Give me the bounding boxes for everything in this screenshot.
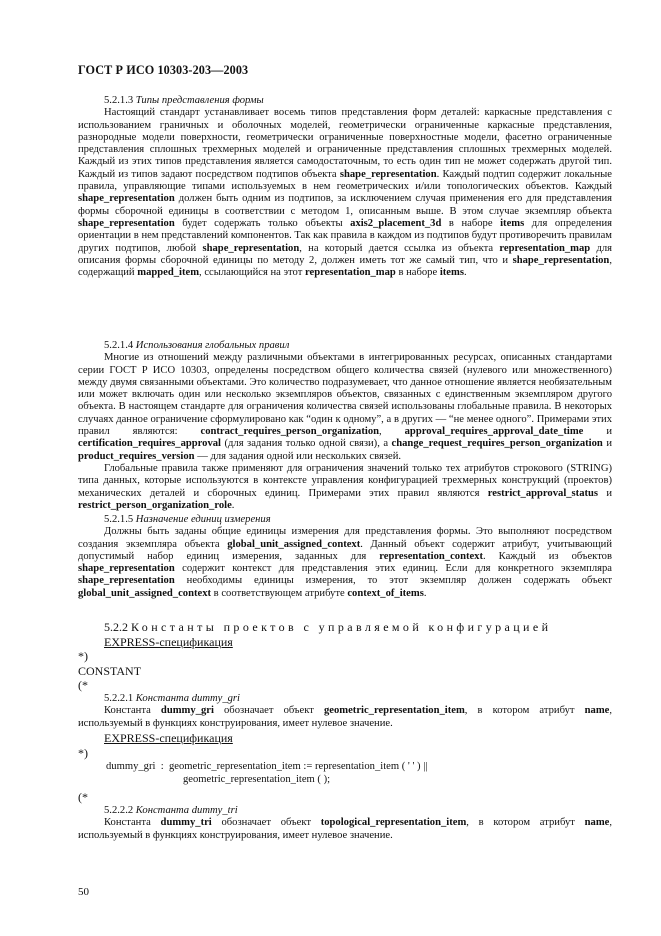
section-number: 5.2.1.4 [104,340,134,351]
document-header: ГОСТ Р ИСО 10303-203—2003 [78,63,249,77]
page-number: 50 [78,886,89,898]
section-heading [78,693,612,705]
section-5-2-1-4 [78,340,612,512]
paragraph: Глобальные правила также применяют для ограничения значений только тех атрибутов строкового (STRING) типа данных, которые используются в контексте управления конфигурацией трехмерных конструкций (проектов) механических деталей и сборочных единиц. Примерами этих правил являются restrict_approval_status и restrict_person_organization_role. [78,462,612,511]
section-5-2-2-2 [78,805,612,842]
section-heading [78,620,612,635]
comment-open: *) [78,745,88,760]
express-spec-block [78,731,612,760]
section-heading [78,805,612,817]
section-5-2-1-5 [78,514,612,600]
comment-open: *) [78,649,88,663]
section-number: 5.2.2 [104,620,128,634]
comment-close: (* [78,678,88,692]
section-heading [78,95,612,107]
paragraph: Константа dummy_tri обозначает объект topological_representation_item, в котором атрибут name, используемый в функциях конструирования, имеет нулевое значение. [78,817,612,841]
paragraph: Константа dummy_gri обозначает объект geometric_representation_item, в котором атрибут name, используемый в функциях конструирования, имеет нулевое значение. [78,705,612,729]
express-spec-label: EXPRESS-спецификация [104,634,233,649]
paragraph: Настоящий стандарт устанавливает восемь типов представления форм деталей: каркасные представления с использованием граничных и оболочных моделей, геометрически ограниченные каркасные представления, разнородные модели поверхности, геометрически ограниченные поверхностные модели, фасетно ограниченные представления сплошных трехмерных моделей и ограниченные представления сплошных трехмерных моделей. Каждый из этих типов представления является самодостаточным, то есть один тип не может содержать другой тип. Каждый из типов задают посредством подтипов объекта shape_representation. Каждый подтип содержит локальные правила, управляющие типами используемых в нем геометрических и/или топологических объектов. Каждый shape_representation должен быть одним из подтипов, за исключением случая применения его для представления формы сборочной единицы в соответствии с методом 1, описанным выше. В этом случае экземпляр объекта shape_representation будет содержать только объекты axis2_placement_3d в наборе items для определения ориентации в нем представлений компонентов. Так как правила в каждом из подтипов будут противоречить правилам других подтипов, любой shape_representation, на который дается ссылка из объекта representation_map для описания формы сборочной единицы по методу 2, должен иметь тот же самый тип, что и shape_representation, содержащий mapped_item, ссылающийся на этот representation_map в наборе items. [78,107,613,279]
section-5-2-1-3 [78,95,612,279]
section-number: 5.2.1.5 [104,514,134,525]
section-title: Типы представления формы [135,95,264,106]
section-heading [78,514,612,526]
code-line: dummy_gri : geometric_representation_item := representation_item ( ' ' ) || [106,761,428,772]
section-title: Константа dummy_tri [135,805,238,816]
constant-keyword: CONSTANT [78,663,142,678]
section-title: Константа dummy_gri [135,693,240,704]
section-5-2-2 [78,620,612,693]
section-heading [78,340,612,352]
paragraph: Многие из отношений между различными объектами в интегрированных ресурсах, описанных стандартами серии ГОСТ Р ИСО 10303, определены посредством общего количества связей (нулевого или множественного) между двумя связанными объектами. Это количество подразумевает, что данное отношение является необязательным или может включать один или несколько экземпляров объектов, связанных с единственным экземпляром другого объекта. В настоящем стандарте для ограничения количества связей использованы глобальные правила. В некоторых случаях данное ограничение сформулировано как “один к одному”, а в других — “не менее одного”. Примерами этих правил являются: contract_requires_person_organization, approval_requires_approval_date_time и certification_requires_approval (для задания только одной связи), а change_request_requires_person_organization и product_requires_version — для задания одной или нескольких связей. [78,352,612,462]
section-title: Назначение единиц измерения [135,514,271,525]
section-number: 5.2.1.3 [104,95,134,106]
express-spec-label: EXPRESS-спецификация [104,731,233,745]
section-5-2-2-1 [78,693,612,730]
comment-close: (* [78,790,88,804]
section-number: 5.2.2.2 [104,805,134,816]
section-number: 5.2.2.1 [104,693,134,704]
section-title: Константы проектов с управляемой конфигурацией [131,620,552,634]
paragraph: Должны быть заданы общие единицы измерения для представления формы. Это выполняют посредством создания экземпляра объекта global_unit_assigned_context. Данный объект содержит атрибут, учитывающий допустимый набор единиц измерения, заданных для representation_context. Каждый из объектов shape_representation содержит контекст для представления этих единиц. Если для конкретного экземпляра shape_representation необходимы единицы измерения, то этот экземпляр должен содержать объект global_unit_assigned_context в соответствующем атрибуте context_of_items. [78,526,612,599]
section-title: Использования глобальных правил [135,340,290,351]
code-line: geometric_representation_item ( ); [183,774,331,785]
